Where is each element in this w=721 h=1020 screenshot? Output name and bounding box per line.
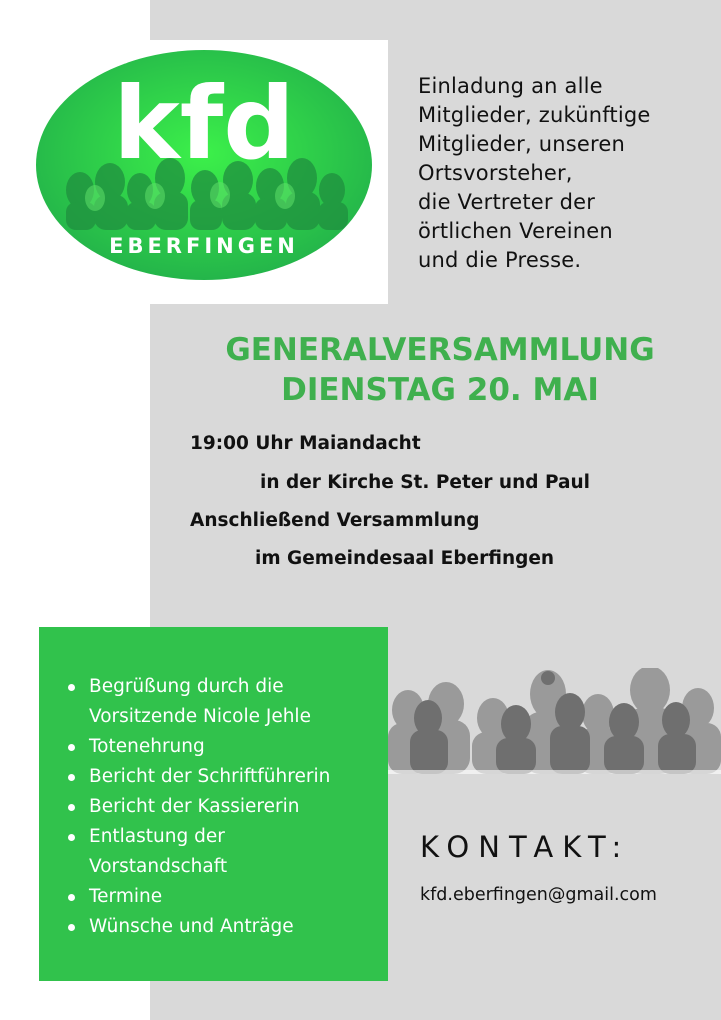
kfd-logo-graphic: [20, 40, 388, 304]
agenda-item: Wünsche und Anträge: [65, 912, 385, 942]
agenda-item: Entlastung der: [65, 822, 385, 852]
contact-title: KONTAKT:: [420, 830, 631, 864]
contact-email[interactable]: kfd.eberfingen@gmail.com: [420, 885, 657, 905]
women-silhouettes-image: [388, 668, 721, 774]
event-meeting: Anschließend Versammlung: [190, 510, 480, 531]
event-church: in der Kirche St. Peter und Paul: [260, 472, 591, 493]
kfd-logo: [20, 40, 388, 304]
agenda-item: Termine: [65, 882, 385, 912]
agenda-item-continued: Vorsitzende Nicole Jehle: [89, 706, 311, 727]
logo-kfd-text: kfd: [113, 65, 295, 182]
agenda-list: [65, 672, 385, 942]
agenda-box: [39, 627, 388, 981]
logo-location-text: EBERFINGEN: [109, 234, 299, 258]
event-maiandacht: 19:00 Uhr Maiandacht: [190, 433, 421, 454]
invitation-text: Einladung an alle Mitglieder, zukünftige Mitglieder, unseren Ortsvorsteher, die Vertreter der örtlichen Vereinen und die Presse.: [418, 74, 651, 272]
agenda-item-continued: Vorstandschaft: [89, 856, 228, 877]
agenda-item: Bericht der Kassiererin: [65, 792, 385, 822]
headline-title: GENERALVERSAMMLUNG: [225, 332, 655, 368]
agenda-item: Bericht der Schriftführerin: [65, 762, 385, 792]
agenda-item: Begrüßung durch die: [65, 672, 385, 702]
headline-date: DIENSTAG 20. MAI: [281, 372, 599, 408]
agenda-item: Totenehrung: [65, 732, 385, 762]
headline: [160, 330, 720, 410]
event-venue: im Gemeindesaal Eberfingen: [255, 548, 555, 569]
